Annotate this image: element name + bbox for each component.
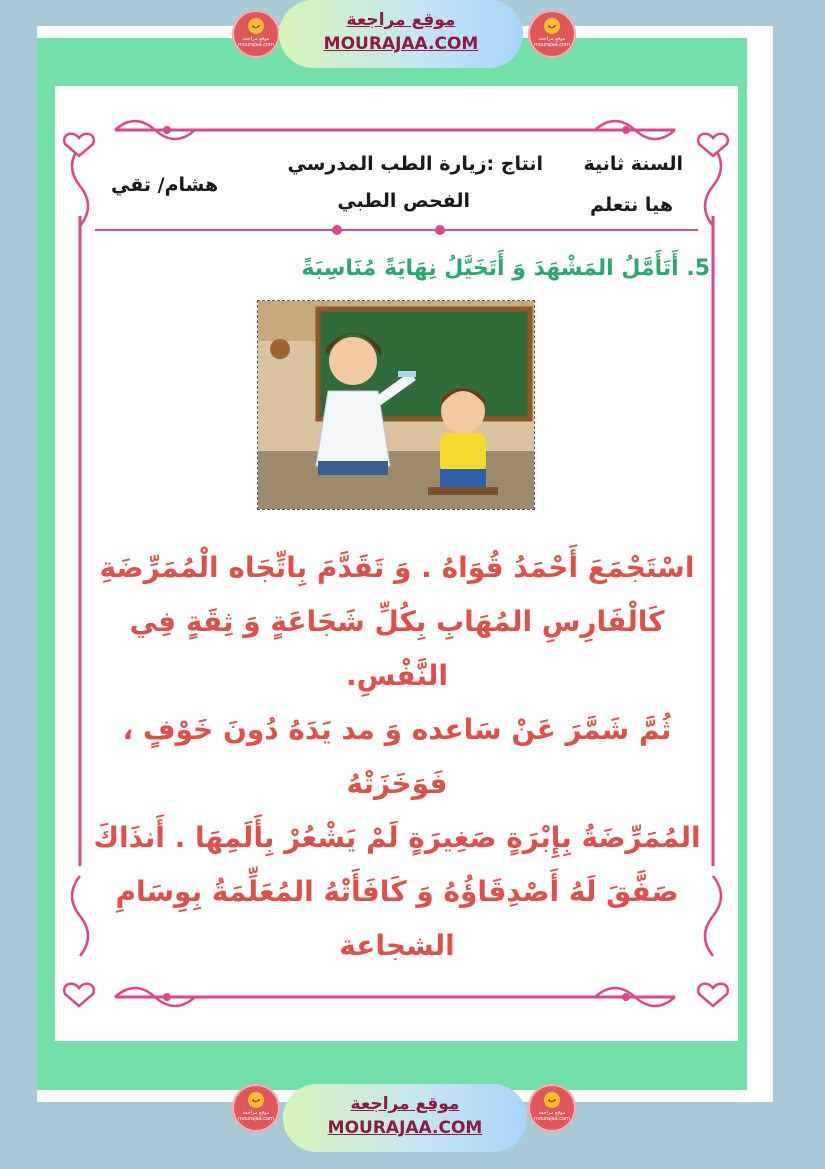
site-banner-bottom[interactable]: [283, 1084, 527, 1152]
banner-arabic-text[interactable]: موقع مراجعة: [350, 1094, 460, 1114]
site-banner-top[interactable]: [279, 0, 523, 68]
author-label: هشام/ تقي: [111, 174, 219, 196]
story-text: [77, 541, 717, 973]
site-logo-badge-icon: ب موقع مراجعة mourajaa.com: [528, 1084, 576, 1132]
story-line: الشجاعة: [339, 929, 455, 962]
site-logo-badge-icon: ب موقع مراجعة mourajaa.com: [232, 1084, 280, 1132]
book-label: هيا نتعلم: [590, 194, 673, 216]
illustration-nurse-vaccination: [257, 300, 535, 510]
story-line: كَالْفَارِسِ المُهَابِ بِكُلِّ شَجَاعَةٍ وَ ثِقَةٍ فِي النَّفْسِ.: [129, 605, 665, 692]
site-logo-badge-icon: ب موقع مراجعة mourajaa.com: [232, 10, 280, 58]
story-line: اسْتَجْمَعَ أَحْمَدُ قُوَاهُ . وَ تَقَدَّمَ بِاتِّجَاه الْمُمَرِّضَةِ: [99, 551, 695, 584]
worksheet: [55, 86, 738, 1041]
story-line: المُمَرِّضَةُ بِإِبْرَةٍ صَغِيرَةٍ لَمْ يَشْعُرْ بِأَلَمِهَا . أَنذَاكَ: [93, 821, 701, 854]
grade-label: السنة ثانية: [583, 153, 683, 175]
story-line: ثُمَّ شَمَّرَ عَنْ سَاعده وَ مد يَدَهُ دُونَ خَوْفٍ ، فَوَخَزَتْهُ: [122, 713, 672, 800]
site-logo-badge-icon: ب موقع مراجعة mourajaa.com: [528, 10, 576, 58]
story-line: صَفَّقَ لَهُ أَصْدِقَاؤُهُ وَ كَافَأَتْهُ المُعَلِّمَةُ بِوِسَامِ: [115, 875, 679, 908]
banner-english-text[interactable]: MOURAJAA.COM: [323, 34, 479, 54]
banner-english-text[interactable]: MOURAJAA.COM: [327, 1118, 483, 1138]
exercise-instruction: 5. أَتَأَمَّلُ المَشْهَدَ وَ أَتَخَيَّلُ نِهَايَةً مُنَاسِبَةً: [301, 256, 710, 281]
banner-arabic-text[interactable]: موقع مراجعة: [346, 10, 456, 30]
lesson-title-line1: انتاج :زيارة الطب المدرسي: [287, 153, 543, 175]
lesson-title-line2: الفحص الطبي: [337, 190, 470, 212]
